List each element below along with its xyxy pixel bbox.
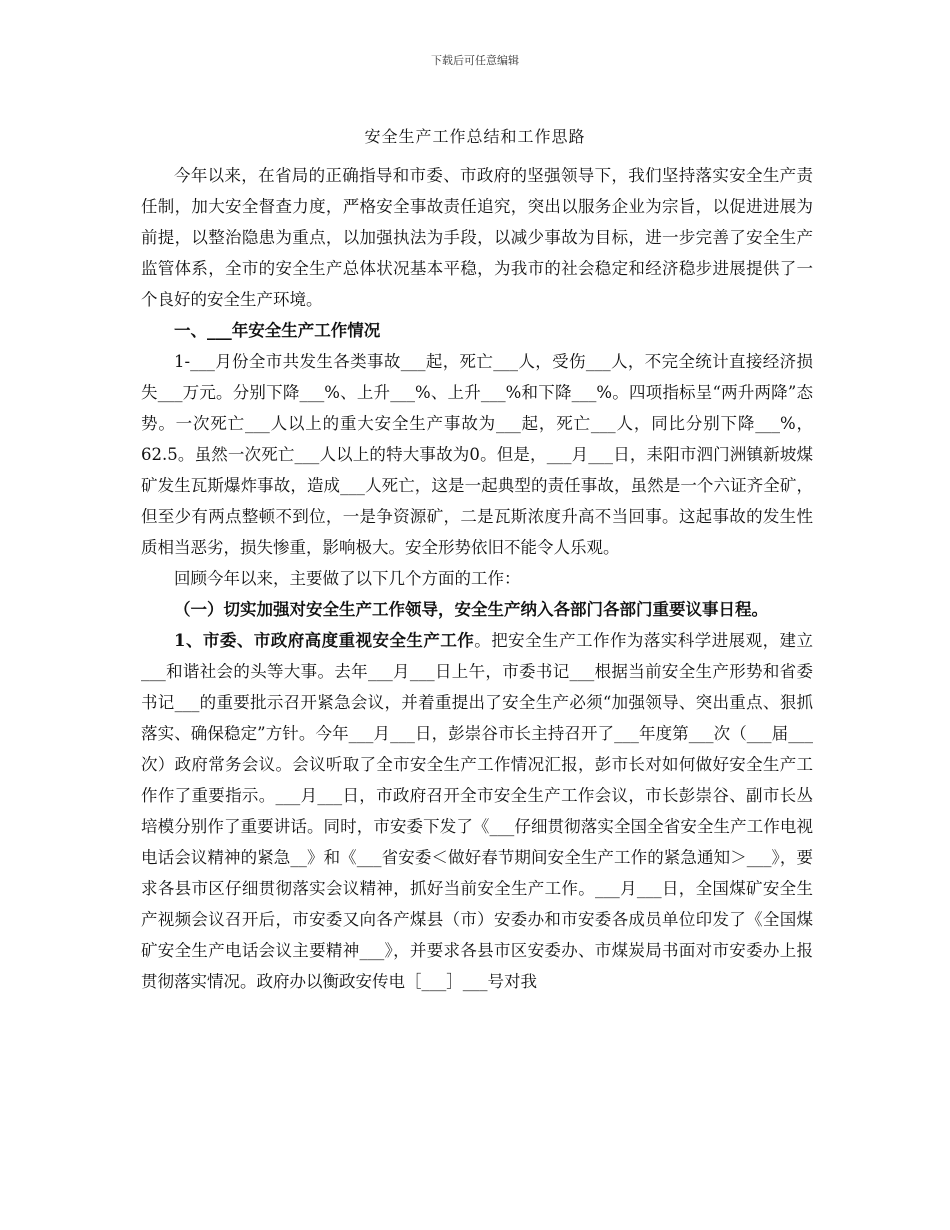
- subsection-heading-1: （一）切实加强对安全生产工作领导，安全生产纳入各部门各部门重要议事日程。: [174, 600, 768, 619]
- section-heading-1: 一、___年安全生产工作情况: [174, 321, 381, 340]
- review-paragraph: 回顾今年以来，主要做了以下几个方面的工作：: [174, 569, 521, 588]
- document-body: [141, 160, 813, 997]
- statistics-paragraph: 1-___月份全市共发生各类事故___起，死亡___人，受伤___人，不完全统计直接经济损失___万元。分别下降___%、上升___%、上升___%和下降___%。四项指标呈“两升两降”态势。一次死亡___人以上的重大安全生产事故为___起，死亡___人，同比分别下降___%，62.5。虽然一次死亡___人以上的特大事故为0。但是，___月___日，耒阳市泗门洲镇新坡煤矿发生瓦斯爆炸事故，造成___人死亡，这是一起典型的责任事故，虽然是一个六证齐全矿，但至少有两点整顿不到位，一是争资源矿，二是瓦斯浓度升高不当回事。这起事故的发生性质相当恶劣，损失惨重，影响极大。安全形势依旧不能令人乐观。: [141, 352, 813, 557]
- document-title: 安全生产工作总结和工作思路: [364, 127, 586, 146]
- leadership-paragraph-body: 。把安全生产工作作为落实科学进展观，建立___和谐社会的头等大事。去年___月___日上午，市委书记___根据当前安全生产形势和省委书记___的重要批示召开紧急会议，并着重提出了安全生产必须“加强领导、突出重点、狠抓落实、确保稳定”方针。今年___月___日，彭崇谷市长主持召开了___年度第___次（___届___次）政府常务会议。会议听取了全市安全生产工作情况汇报，彭市长对如何做好安全生产工作作了重要指示。___月___日，市政府召开全市安全生产工作会议，市长彭崇谷、副市长丛培模分别作了重要讲话。同时，市安委下发了《___仔细贯彻落实全国全省安全生产工作电视电话会议精神的紧急__》和《___省安委＜做好春节期间安全生产工作的紧急通知＞___》，要求各县市区仔细贯彻落实会议精神，抓好当前安全生产工作。___月___日，全国煤矿安全生产视频会议召开后，市安委又向各产煤县（市）安委办和市安委各成员单位印发了《全国煤矿安全生产电话会议主要精神___》，并要求各县市区安委办、市煤炭局书面对市安委办上报贯彻落实情况。政府办以衡政安传电［___］___号对我: [141, 631, 814, 991]
- leadership-paragraph: [141, 625, 813, 997]
- page-header-note: 下载后可任意编辑: [431, 54, 519, 67]
- intro-paragraph: 今年以来，在省局的正确指导和市委、市政府的坚强领导下，我们坚持落实安全生产责任制，加大安全督查力度，严格安全事故责任追究，突出以服务企业为宗旨，以促进进展为前提，以整治隐患为重点，以加强执法为手段，以减少事故为目标，进一步完善了安全生产监管体系，全市的安全生产总体状况基本平稳，为我市的社会稳定和经济稳步进展提供了一个良好的安全生产环境。: [141, 166, 813, 309]
- leadership-paragraph-lead: 1、市委、市政府高度重视安全生产工作: [174, 631, 475, 650]
